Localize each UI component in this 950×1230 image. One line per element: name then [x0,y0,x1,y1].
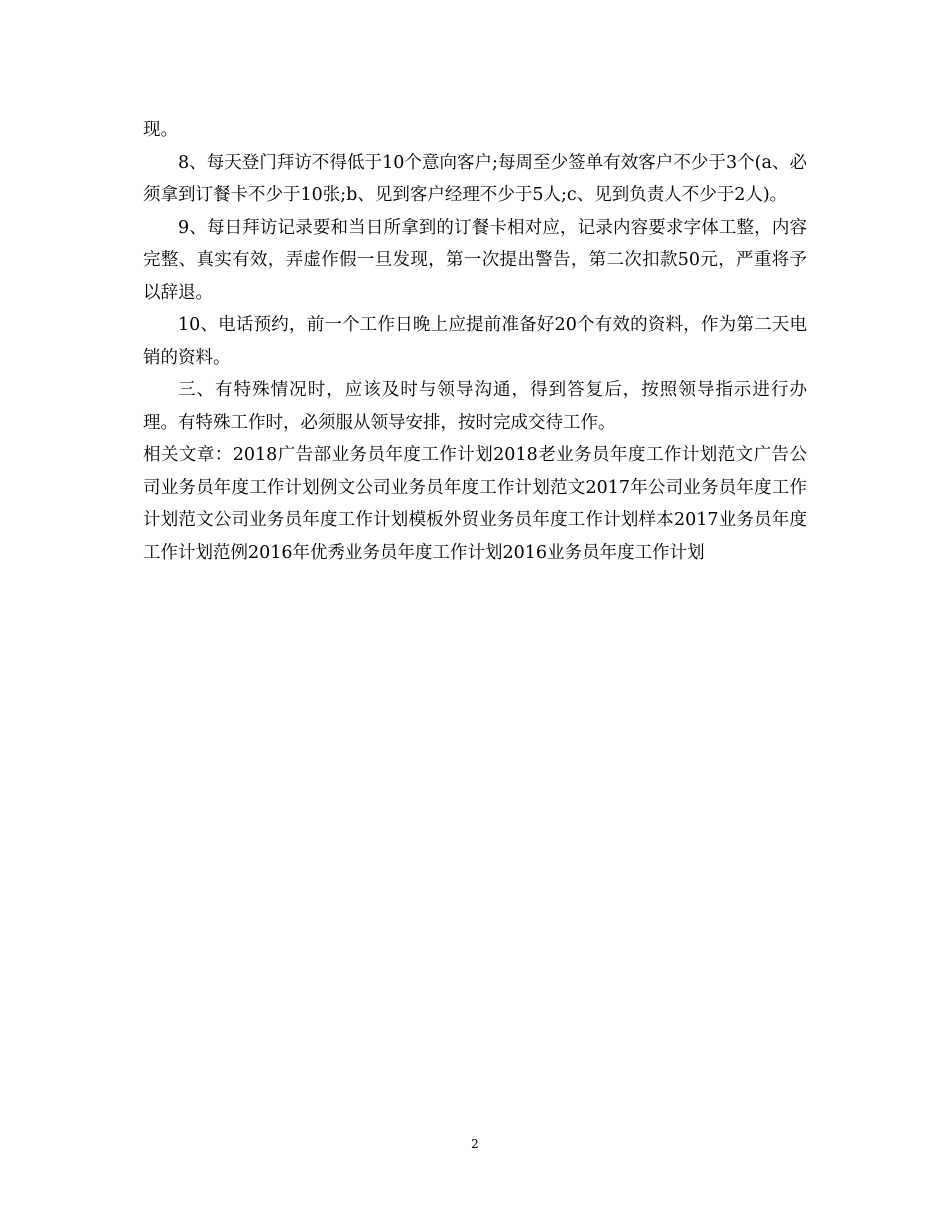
paragraph-item-8: 8、每天登门拜访不得低于10个意向客户;每周至少签单有效客户不少于3个(a、必须拿到订餐卡不少于10张;b、见到客户经理不少于5人;c、见到负责人不少于2人)。 [143,152,807,205]
page-number: 2 [471,1137,479,1151]
document-body [143,114,807,569]
paragraph-item-10: 10、电话预约，前一个工作日晚上应提前准备好20个有效的资料，作为第二天电销的资料。 [143,315,807,368]
paragraph-continuation: 现。 [143,120,178,140]
paragraph-item-9: 9、每日拜访记录要和当日所拿到的订餐卡相对应，记录内容要求字体工整，内容完整、真实有效，弄虚作假一旦发现，第一次提出警告，第二次扣款50元，严重将予以辞退。 [143,217,807,303]
paragraph-section-three: 三、有特殊情况时，应该及时与领导沟通，得到答复后，按照领导指示进行办理。有特殊工作时，必须服从领导安排，按时完成交待工作。 [143,380,807,433]
related-articles: 相关文章：2018广告部业务员年度工作计划2018老业务员年度工作计划范文广告公司业务员年度工作计划例文公司业务员年度工作计划范文2017年公司业务员年度工作计划范文公司业务员年度工作计划模板外贸业务员年度工作计划样本2017业务员年度工作计划范例2016年优秀业务员年度工作计划2016业务员年度工作计划 [143,445,807,563]
